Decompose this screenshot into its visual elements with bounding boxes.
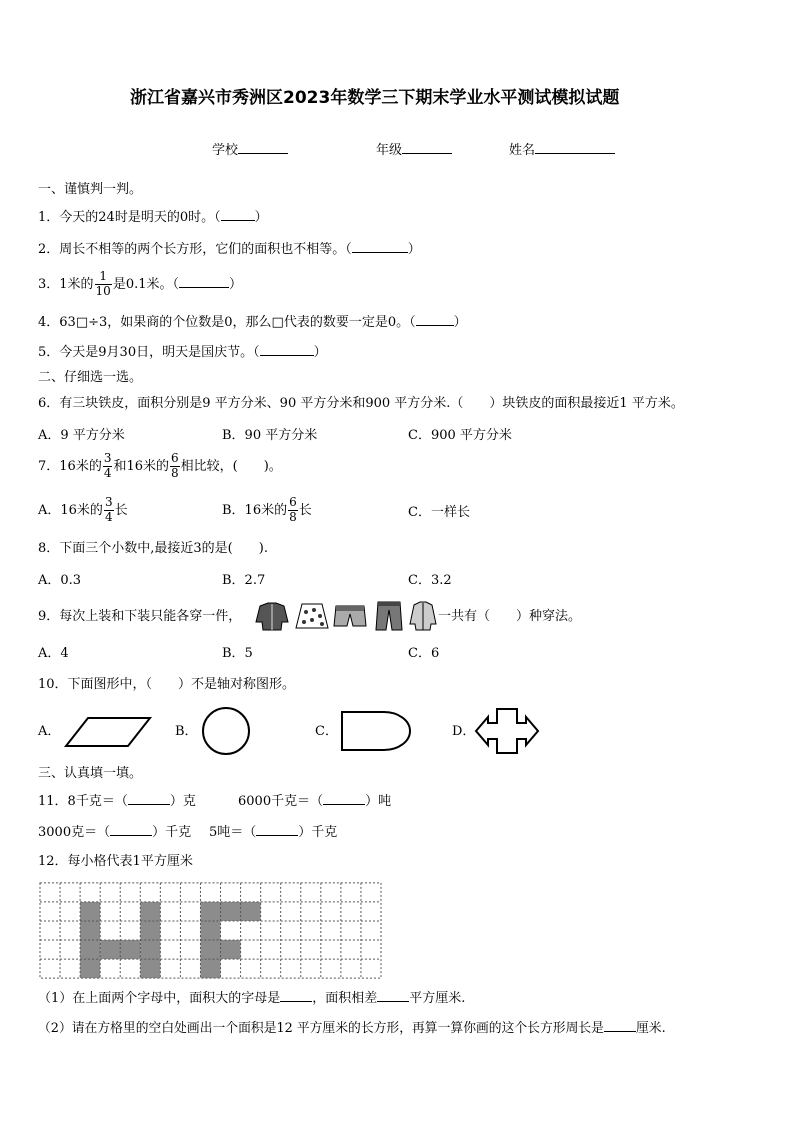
fraction-denominator: 4 (104, 509, 113, 524)
name-field (509, 142, 615, 157)
option-b[interactable]: B． (175, 724, 198, 739)
circle-shape (200, 707, 252, 755)
question-3-text: 3．1米的 (38, 276, 94, 292)
section-2-heading: 二、仔细选一选。 (38, 370, 143, 385)
grade-field (376, 142, 452, 157)
rounded-end-shape (340, 710, 412, 752)
fraction (170, 452, 180, 481)
question-12-part-1 (38, 990, 465, 1005)
jacket-icon (256, 603, 288, 630)
grade-label: 年级 (376, 143, 403, 158)
name-label: 姓名 (509, 143, 536, 158)
option-c[interactable]: C．3.2 (408, 573, 452, 588)
skirt-icon (296, 604, 328, 628)
question-2 (38, 241, 421, 256)
bracket-close: ） (313, 345, 327, 360)
fraction-denominator: 4 (103, 465, 112, 480)
fraction (288, 496, 298, 525)
question-8: 8．下面三个小数中,最接近3的是( ). (38, 541, 268, 556)
option-a[interactable]: A．0.3 (38, 573, 82, 588)
question-1-text: 1．今天的24时是明天的0时。（ (38, 210, 221, 225)
option-a[interactable]: A． (38, 724, 61, 739)
question-4-text: 4．63□÷3，如果商的个位数是0，那么□代表的数要一定是0。（ (38, 315, 416, 330)
question-4 (38, 314, 467, 329)
answer-blank[interactable] (256, 824, 298, 836)
fraction (95, 270, 112, 299)
unit-text: ）千克 (152, 825, 192, 840)
answer-blank[interactable] (179, 276, 229, 288)
answer-blank[interactable] (604, 1020, 636, 1032)
question-11-text: 6000千克＝（ (238, 794, 324, 809)
answer-blank[interactable] (221, 209, 255, 221)
option-b[interactable]: B．2.7 (222, 573, 266, 588)
question-7 (38, 452, 282, 481)
part-1-text-mid: ，面积相差 (312, 991, 378, 1006)
question-12: 12．每小格代表1平方厘米 (38, 854, 193, 869)
fraction-numerator: 1 (95, 270, 112, 285)
fraction-numerator: 3 (104, 495, 113, 509)
option-a-text-end: 长 (114, 502, 128, 518)
part-2-text-end: 厘米. (635, 1021, 666, 1036)
part-2-text: （2）请在方格里的空白处画出一个面积是12 平方厘米的长方形，再算一算你画的这个长方形周长是 (38, 1021, 604, 1036)
fraction (104, 496, 114, 525)
unit-text: ）克 (169, 794, 196, 809)
answer-blank[interactable] (280, 990, 312, 1002)
option-a[interactable]: A．9 平方分米 (38, 428, 125, 443)
fraction-numerator: 6 (289, 495, 297, 509)
grade-blank[interactable] (402, 142, 452, 154)
trousers-icon (376, 602, 402, 630)
option-b-text: B．16米的 (222, 502, 288, 518)
school-label: 学校 (212, 143, 239, 158)
question-6: 6．有三块铁皮，面积分别是9 平方分米、90 平方分米和900 平方分米.（ ）块铁皮的面积最接近1 平方米。 (38, 396, 684, 411)
fraction-numerator: 3 (103, 451, 112, 465)
fraction-denominator: 8 (171, 465, 179, 480)
question-11-line-1b (238, 793, 391, 808)
question-12-part-2 (38, 1020, 666, 1036)
option-b[interactable] (222, 496, 312, 525)
answer-blank[interactable] (323, 793, 365, 805)
section-3-heading: 三、认真填一填。 (38, 766, 143, 781)
option-a[interactable]: A．4 (38, 646, 69, 661)
square-grid[interactable] (40, 882, 381, 979)
question-7-text: 7．16米的 (38, 458, 102, 474)
name-blank[interactable] (535, 142, 615, 154)
shorts-icon (334, 606, 366, 626)
answer-blank[interactable] (377, 990, 409, 1002)
double-arrow-shape (474, 706, 540, 756)
option-d[interactable]: D． (452, 724, 476, 739)
fraction-numerator: 6 (171, 451, 179, 465)
part-1-text-end: 平方厘米. (409, 991, 466, 1006)
question-11-text: 5吨＝（ (209, 825, 257, 840)
part-1-text: （1）在上面两个字母中，面积大的字母是 (38, 991, 281, 1006)
question-7-text-mid: 和16米的 (113, 458, 170, 474)
question-1 (38, 209, 268, 224)
unit-text: ）吨 (365, 794, 392, 809)
option-a[interactable] (38, 496, 128, 525)
bracket-close: ） (229, 276, 243, 292)
clothing-images (254, 600, 438, 632)
question-10: 10．下面图形中，（ ）不是轴对称图形。 (38, 677, 296, 692)
question-9-text: 9．每次上装和下装只能各穿一件， (38, 609, 242, 624)
bracket-close: ） (407, 242, 421, 257)
answer-blank[interactable] (260, 344, 314, 356)
question-11-line-2a (38, 824, 191, 839)
bracket-close: ） (254, 210, 268, 225)
option-c[interactable]: C．900 平方分米 (408, 428, 512, 443)
bracket-close: ） (453, 315, 467, 330)
school-field (212, 142, 288, 157)
answer-blank[interactable] (110, 824, 152, 836)
question-3-text-end: 是0.1米。（ (112, 276, 180, 292)
coat-icon (410, 602, 436, 630)
question-5-text: 5．今天是9月30日，明天是国庆节。（ (38, 345, 260, 360)
question-5 (38, 344, 327, 359)
question-2-text: 2．周长不相等的两个长方形，它们的面积也不相等。（ (38, 242, 352, 257)
school-blank[interactable] (238, 142, 288, 154)
question-3 (38, 270, 242, 299)
answer-blank[interactable] (352, 241, 408, 253)
unit-text: ）千克 (298, 825, 338, 840)
fraction (103, 452, 113, 481)
answer-blank[interactable] (128, 793, 170, 805)
fraction-denominator: 10 (95, 283, 111, 298)
section-1-heading: 一、谨慎判一判。 (38, 182, 143, 197)
question-7-text-end: 相比较，( )。 (180, 458, 282, 474)
option-c[interactable]: C．6 (408, 646, 440, 661)
option-b[interactable]: B．90 平方分米 (222, 428, 318, 443)
option-b[interactable]: B．5 (222, 646, 253, 661)
question-11-text: 11．8千克＝（ (38, 794, 128, 809)
option-c[interactable]: C． (315, 724, 338, 739)
question-11-text: 3000克＝（ (38, 825, 111, 840)
question-9-text-end: 一共有（ ）种穿法。 (438, 609, 582, 624)
option-b-text-end: 长 (298, 502, 312, 518)
question-11-line-2b (209, 824, 337, 839)
question-11-line-1a (38, 793, 196, 808)
fraction-denominator: 8 (289, 509, 297, 524)
parallelogram-shape (64, 716, 154, 748)
page-title: 浙江省嘉兴市秀洲区2023年数学三下期末学业水平测试模拟试题 (130, 88, 620, 108)
answer-blank[interactable] (416, 314, 454, 326)
option-c[interactable]: C．一样长 (408, 505, 470, 520)
option-a-text: A．16米的 (38, 502, 103, 518)
